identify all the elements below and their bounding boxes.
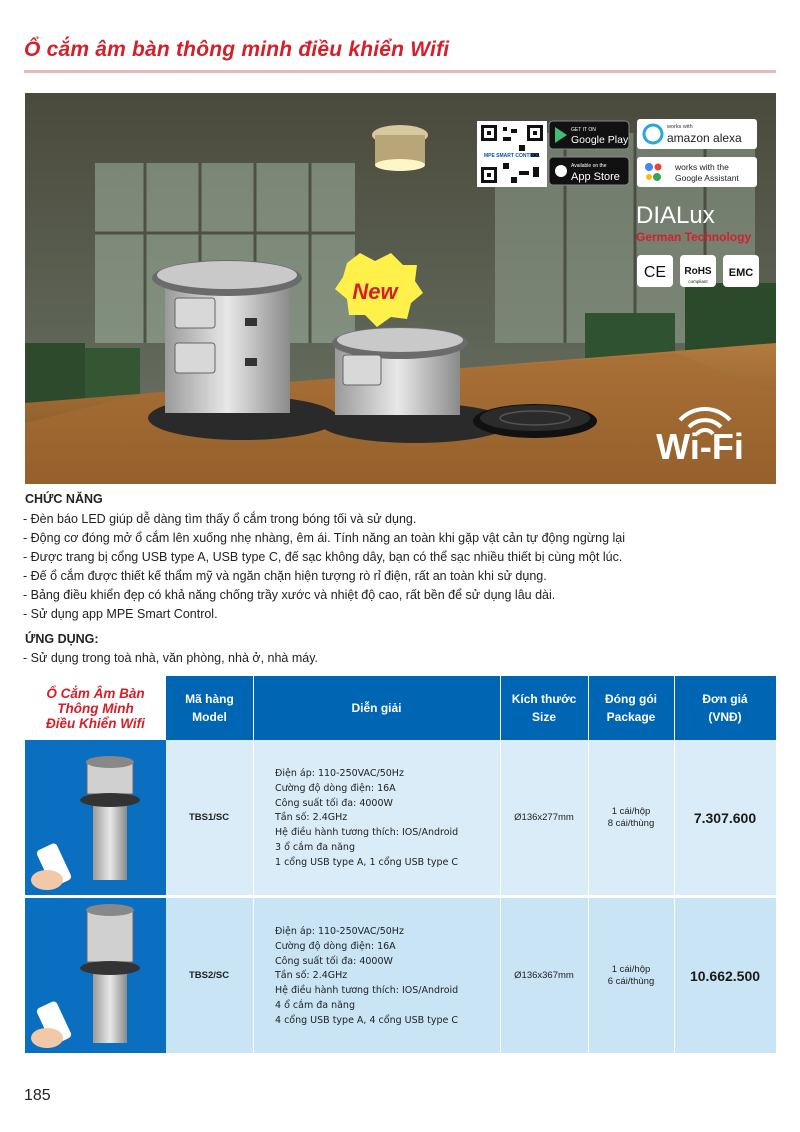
header-price: Đơn giá (VNĐ) — [674, 676, 776, 740]
svg-text:compliant: compliant — [688, 279, 708, 284]
row-divider — [25, 896, 776, 897]
spec-line: 4 ổ cắm đa năng — [275, 999, 355, 1011]
package-line: 8 cái/thùng — [607, 818, 655, 829]
spec-line: 1 cổng USB type A, 1 cổng USB type C — [275, 856, 459, 868]
header-model: Mã hàng Model — [166, 676, 253, 740]
header-package: Đóng gói Package — [588, 676, 674, 740]
product-image-tbs1 — [25, 740, 166, 895]
spec-line: Tần số: 2.4GHz — [275, 812, 348, 824]
feature-item: - Động cơ đóng mở ổ cắm lên xuống nhẹ nhàng, êm ái. Tính năng an toàn khi gặp vật cản tự động ngừng lại — [23, 531, 626, 545]
alexa-small: works with — [667, 124, 693, 130]
feature-item: - Được trang bị cổng USB type A, USB type C, đế sạc không dây, bạn có thể sạc nhiều thiết bị cùng một lúc. — [23, 550, 623, 564]
applications-heading: ỨNG DỤNG: — [25, 632, 99, 646]
price-value: 10.662.500 — [689, 968, 761, 984]
svg-text:CE: CE — [643, 264, 667, 281]
price-value: 7.307.600 — [693, 810, 757, 826]
header-divider — [674, 676, 675, 740]
spec-line: Hệ điều hành tương thích: IOS/Android — [275, 827, 459, 839]
spec-list — [275, 925, 458, 1029]
google-play-badge — [549, 121, 629, 149]
application-item: - Sử dụng trong toà nhà, văn phòng, nhà ở, nhà máy. — [23, 651, 319, 665]
model-code: TBS2/SC — [188, 970, 230, 981]
hero-scene — [25, 93, 776, 484]
google-play-label: Google Play — [571, 134, 629, 146]
spec-line: Điện áp: 110-250VAC/50Hz — [275, 926, 404, 937]
feature-item: - Sử dụng app MPE Smart Control. — [23, 607, 218, 621]
size-value: Ø136x367mm — [514, 970, 574, 981]
product-name-cell — [25, 676, 166, 740]
package-line: 1 cái/hộp — [611, 964, 651, 975]
rohs-mark — [680, 255, 716, 287]
feature-item: - Đèn báo LED giúp dễ dàng tìm thấy ổ cắm trong bóng tối và sử dụng. — [23, 512, 417, 526]
spec-line: Cường độ dòng điện: 16A — [275, 782, 396, 794]
german-tech-label: German Technology — [636, 230, 752, 244]
google-assistant-line1: works with the — [675, 162, 729, 172]
cell-divider — [253, 740, 254, 895]
spec-line: 4 cổng USB type A, 4 cổng USB type C — [275, 1014, 459, 1026]
spec-line: Tần số: 2.4GHz — [275, 970, 348, 982]
title-underline — [24, 70, 776, 73]
google-assistant-badge — [637, 157, 757, 187]
ce-mark — [637, 255, 673, 287]
spec-line: Cường độ dòng điện: 16A — [275, 940, 396, 952]
size-value: Ø136x277mm — [514, 812, 574, 823]
cell-divider — [253, 898, 254, 1053]
google-play-small: GET IT ON — [571, 127, 596, 133]
feature-item: - Bảng điều khiển đẹp có khả năng chống trầy xước và nhiệt độ cao, rất bền để sử dụng lâu dài. — [23, 588, 556, 602]
alexa-label: amazon alexa — [667, 131, 742, 145]
header-size: Kích thước Size — [500, 676, 588, 740]
feature-item: - Đế ổ cắm được thiết kế thẩm mỹ và ngăn chặn hiện tượng rò rỉ điện, rất an toàn khi sử dụng. — [23, 569, 547, 583]
package-value — [588, 964, 674, 988]
header-divider — [588, 676, 589, 740]
app-store-small: Available on the — [571, 163, 607, 169]
spec-line: Điện áp: 110-250VAC/50Hz — [275, 768, 404, 779]
alexa-badge — [637, 119, 757, 149]
app-store-badge — [549, 157, 629, 185]
app-store-label: App Store — [571, 171, 620, 183]
google-assistant-line2: Google Assistant — [675, 173, 739, 183]
new-label: New — [352, 279, 398, 304]
package-line: 1 cái/hộp — [611, 806, 651, 817]
package-value — [588, 806, 674, 830]
spec-list — [275, 767, 458, 871]
model-code: TBS1/SC — [188, 812, 230, 823]
product-name: Ổ Cắm Âm Bàn Thông Minh Điều Khiển Wifi — [46, 685, 145, 731]
page-title: Ổ cắm âm bàn thông minh điều khiển Wifi — [24, 38, 450, 61]
svg-text:EMC: EMC — [728, 267, 754, 279]
spec-line: Hệ điều hành tương thích: IOS/Android — [275, 985, 459, 997]
svg-text:RoHS: RoHS — [684, 266, 712, 277]
qr-code — [477, 121, 547, 187]
spec-line: Công suất tối đa: 4000W — [275, 955, 393, 967]
header-divider — [253, 676, 254, 740]
page-number: 185 — [24, 1087, 51, 1104]
hero-image — [25, 93, 776, 484]
qr-label: MPE SMART CONTROL — [483, 153, 541, 159]
dialux-logo: DIALux — [636, 202, 715, 229]
spec-line: 3 ổ cắm đa năng — [275, 841, 355, 853]
features-heading: CHỨC NĂNG — [25, 492, 103, 506]
wifi-label: Wi-Fi — [656, 426, 744, 467]
header-description: Diễn giải — [253, 676, 500, 740]
package-line: 6 cái/thùng — [607, 976, 655, 987]
emc-mark — [723, 255, 759, 287]
spec-line: Công suất tối đa: 4000W — [275, 797, 393, 809]
product-image-tbs2 — [25, 898, 166, 1053]
header-divider — [500, 676, 501, 740]
